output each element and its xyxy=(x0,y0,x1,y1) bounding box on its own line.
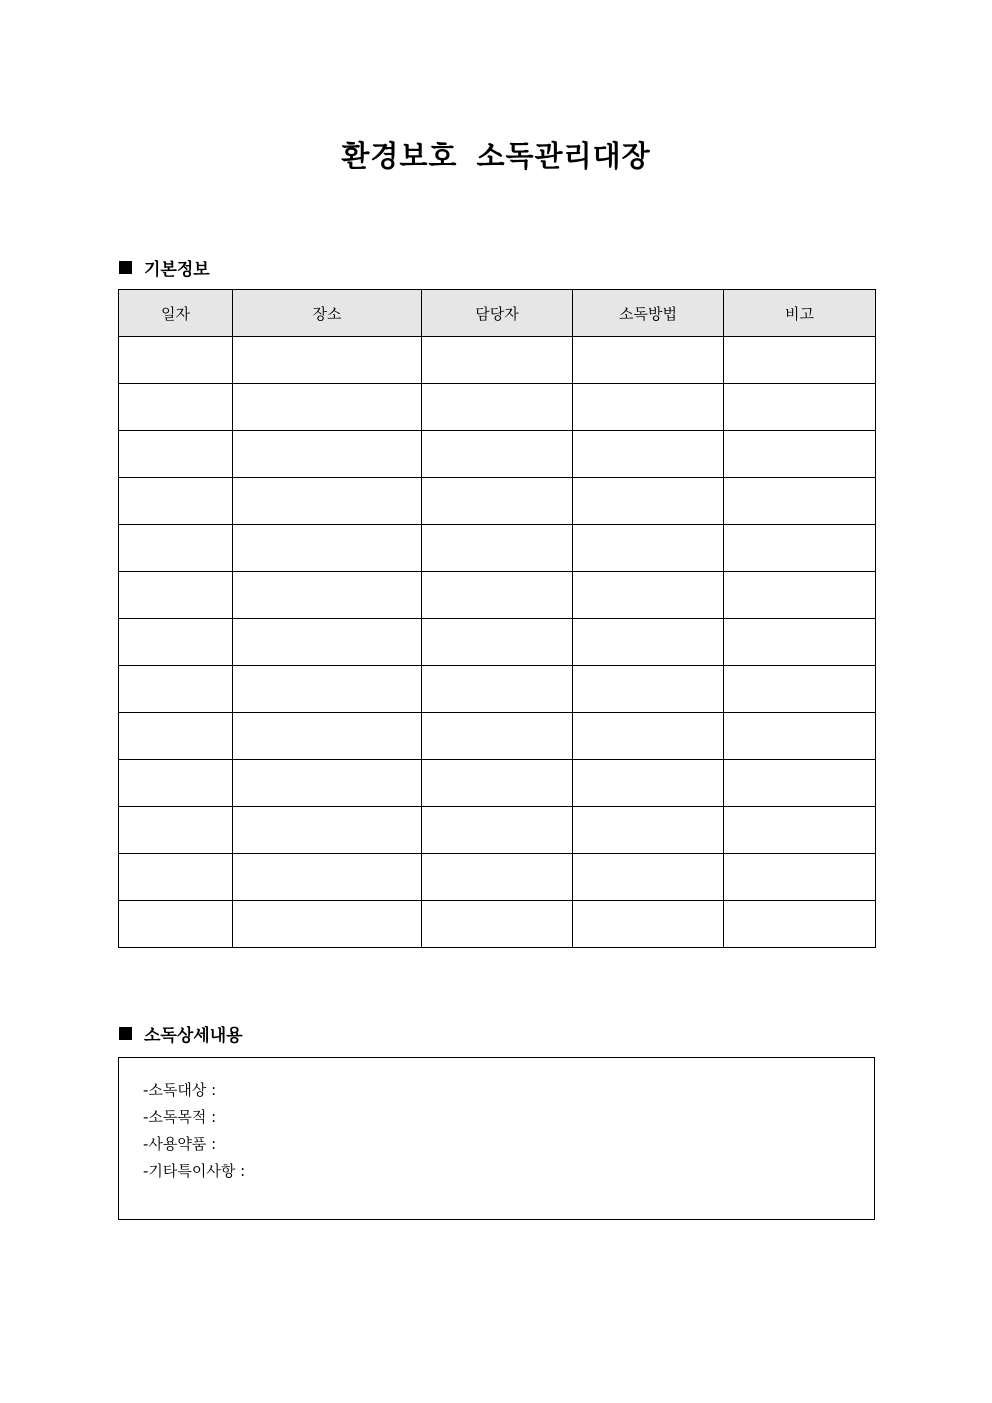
table-cell[interactable] xyxy=(724,572,876,619)
table-cell[interactable] xyxy=(573,713,724,760)
table-cell[interactable] xyxy=(724,619,876,666)
table-cell[interactable] xyxy=(422,854,573,901)
column-header-remarks: 비고 xyxy=(724,290,876,337)
column-header-method: 소독방법 xyxy=(573,290,724,337)
table-cell[interactable] xyxy=(724,807,876,854)
table-row xyxy=(119,572,876,619)
table-cell[interactable] xyxy=(573,619,724,666)
table-cell[interactable] xyxy=(573,854,724,901)
detail-target: -소독대상 : xyxy=(143,1081,217,1099)
table-row xyxy=(119,384,876,431)
table-cell[interactable] xyxy=(233,384,422,431)
table-cell[interactable] xyxy=(233,901,422,948)
table-cell[interactable] xyxy=(573,525,724,572)
table-cell[interactable] xyxy=(724,760,876,807)
table-cell[interactable] xyxy=(422,337,573,384)
table-cell[interactable] xyxy=(119,337,233,384)
section-heading-label: 소독상세내용 xyxy=(144,1026,243,1046)
table-cell[interactable] xyxy=(724,478,876,525)
table-row xyxy=(119,713,876,760)
table-cell[interactable] xyxy=(233,807,422,854)
table-cell[interactable] xyxy=(573,666,724,713)
table-cell[interactable] xyxy=(119,854,233,901)
table-cell[interactable] xyxy=(422,572,573,619)
table-cell[interactable] xyxy=(422,619,573,666)
table-cell[interactable] xyxy=(422,760,573,807)
table-row xyxy=(119,666,876,713)
table-cell[interactable] xyxy=(724,901,876,948)
table-cell[interactable] xyxy=(422,431,573,478)
table-cell[interactable] xyxy=(573,760,724,807)
table-cell[interactable] xyxy=(422,525,573,572)
square-bullet-icon xyxy=(119,1027,132,1040)
table-cell[interactable] xyxy=(573,337,724,384)
table-cell[interactable] xyxy=(233,619,422,666)
column-header-location: 장소 xyxy=(233,290,422,337)
table-row xyxy=(119,431,876,478)
table-cell[interactable] xyxy=(233,478,422,525)
table-cell[interactable] xyxy=(422,478,573,525)
table-cell[interactable] xyxy=(573,478,724,525)
section-heading-basic-info xyxy=(119,255,210,280)
table-cell[interactable] xyxy=(573,431,724,478)
table-cell[interactable] xyxy=(119,572,233,619)
table-row xyxy=(119,337,876,384)
table-cell[interactable] xyxy=(233,854,422,901)
table-cell[interactable] xyxy=(422,807,573,854)
table-cell[interactable] xyxy=(233,525,422,572)
square-bullet-icon xyxy=(119,261,132,274)
document-title: 환경보호 소독관리대장 xyxy=(341,139,651,173)
table-row xyxy=(119,619,876,666)
table-header-row xyxy=(119,290,876,337)
table-cell[interactable] xyxy=(422,666,573,713)
table-row xyxy=(119,478,876,525)
details-box xyxy=(118,1057,875,1220)
table-cell[interactable] xyxy=(573,901,724,948)
table-cell[interactable] xyxy=(724,337,876,384)
detail-chemicals: -사용약품 : xyxy=(143,1135,217,1153)
table-cell[interactable] xyxy=(119,384,233,431)
table-cell[interactable] xyxy=(422,901,573,948)
table-cell[interactable] xyxy=(233,337,422,384)
column-header-manager: 담당자 xyxy=(422,290,573,337)
table-cell[interactable] xyxy=(119,619,233,666)
table-cell[interactable] xyxy=(724,525,876,572)
table-row xyxy=(119,807,876,854)
table-row xyxy=(119,760,876,807)
detail-other-notes: -기타특이사항 : xyxy=(143,1162,246,1180)
table-cell[interactable] xyxy=(119,807,233,854)
table-cell[interactable] xyxy=(724,431,876,478)
detail-purpose: -소독목적 : xyxy=(143,1108,217,1126)
table-row xyxy=(119,854,876,901)
table-cell[interactable] xyxy=(119,478,233,525)
table-cell[interactable] xyxy=(233,572,422,619)
table-cell[interactable] xyxy=(573,807,724,854)
table-cell[interactable] xyxy=(422,384,573,431)
table-cell[interactable] xyxy=(233,666,422,713)
section-heading-details xyxy=(119,1021,243,1046)
table-cell[interactable] xyxy=(724,854,876,901)
disinfection-log-table xyxy=(118,289,876,948)
table-row xyxy=(119,901,876,948)
table-cell[interactable] xyxy=(119,666,233,713)
table-cell[interactable] xyxy=(119,713,233,760)
table-row xyxy=(119,525,876,572)
table-cell[interactable] xyxy=(233,760,422,807)
table-cell[interactable] xyxy=(119,431,233,478)
table-cell[interactable] xyxy=(119,901,233,948)
table-cell[interactable] xyxy=(573,572,724,619)
table-cell[interactable] xyxy=(724,384,876,431)
table-cell[interactable] xyxy=(119,760,233,807)
table-cell[interactable] xyxy=(422,713,573,760)
table-cell[interactable] xyxy=(724,666,876,713)
column-header-date: 일자 xyxy=(119,290,233,337)
section-heading-label: 기본정보 xyxy=(144,260,210,280)
table-cell[interactable] xyxy=(119,525,233,572)
table-cell[interactable] xyxy=(233,713,422,760)
table-cell[interactable] xyxy=(233,431,422,478)
table-cell[interactable] xyxy=(573,384,724,431)
table-cell[interactable] xyxy=(724,713,876,760)
